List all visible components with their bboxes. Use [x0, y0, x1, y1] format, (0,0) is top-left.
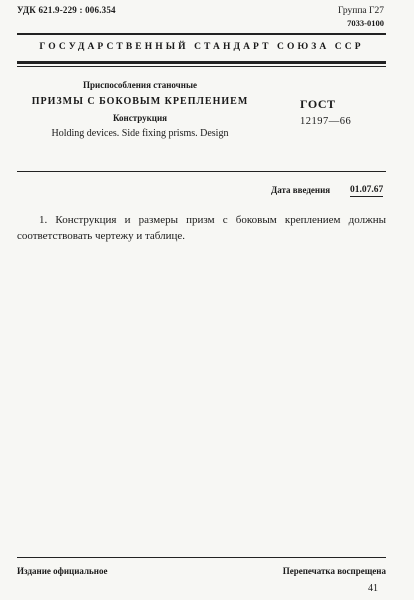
document-subtitle: Конструкция [112, 113, 168, 123]
udk-code: УДК 621.9-229 : 006.354 [17, 5, 116, 15]
effective-date-value: 01.07.67 [350, 185, 384, 195]
page-number: 41 [368, 583, 378, 594]
reprint-prohibited: Перепечатка воспрещена [282, 566, 386, 576]
classification-code: 7033-0100 [347, 18, 384, 28]
category-line: Приспособления станочные [83, 80, 197, 90]
english-title: Holding devices. Side fixing prisms. Design [51, 128, 229, 139]
section-rule [17, 171, 386, 172]
footer-rule [17, 557, 386, 558]
gost-number: 12197—66 [300, 116, 352, 127]
document-name: ПРИЗМЫ С БОКОВЫМ КРЕПЛЕНИЕМ [31, 96, 249, 107]
body-paragraph: 1. Конструкция и размеры призм с боковым креплением должны соответствовать чертежу и таблице. [17, 214, 386, 242]
top-rule [17, 33, 386, 35]
effective-date-label: Дата введения [271, 185, 331, 195]
title-rule-thin [17, 66, 386, 67]
standard-title: ГОСУДАРСТВЕННЫЙ СТАНДАРТ СОЮЗА ССР [39, 42, 364, 52]
group-label: Группа Г27 [337, 6, 384, 16]
official-edition: Издание официальное [17, 566, 108, 576]
title-rule-thick [17, 61, 386, 64]
gost-label: ГОСТ [300, 97, 336, 111]
group-info [338, 5, 384, 29]
